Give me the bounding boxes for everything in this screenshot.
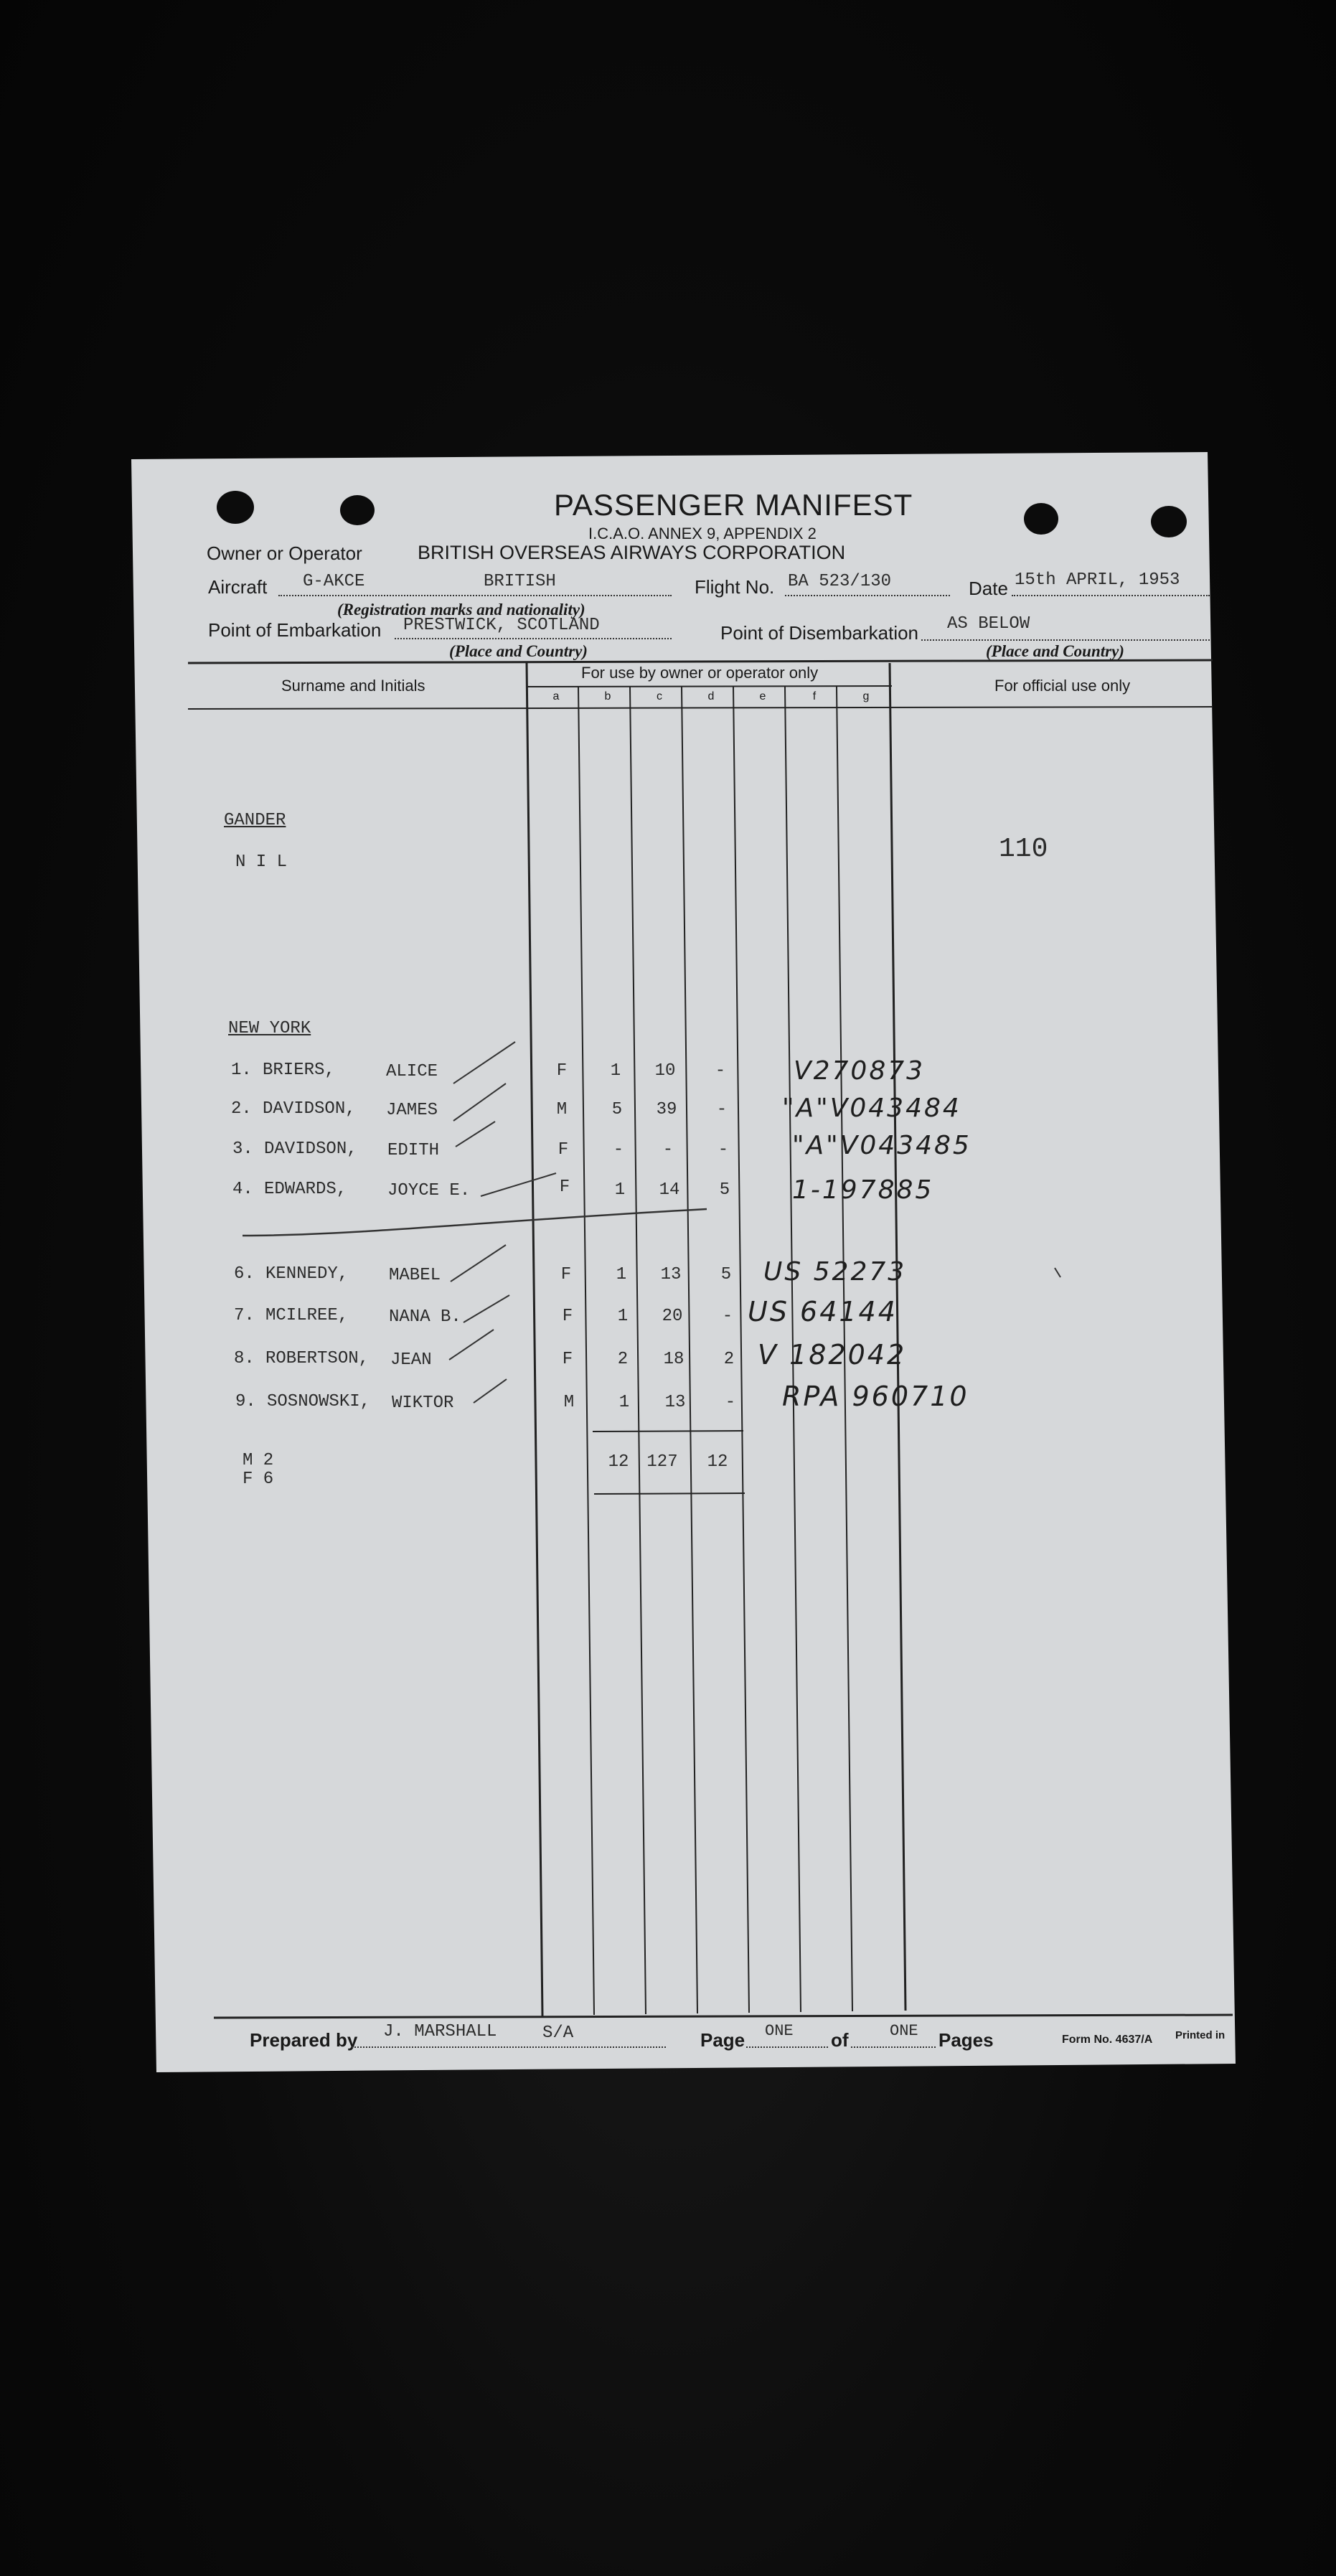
col-a-value: F (562, 1307, 573, 1326)
col-b-value: 1 (614, 1180, 626, 1200)
row-number: 4. (232, 1180, 253, 1199)
prepared-role: S/A (542, 2023, 574, 2043)
passenger-surname: MCILREE, (265, 1306, 349, 1325)
passenger-surname: SOSNOWSKI, (267, 1392, 371, 1411)
flight-dotline (785, 595, 950, 596)
operator-subrule (527, 686, 892, 687)
row-number: 2. (231, 1099, 252, 1119)
punch-hole-icon (340, 495, 375, 525)
embarkation-value: PRESTWICK, SCOTLAND (403, 616, 600, 635)
col-c-value: 18 (663, 1350, 685, 1369)
aircraft-nationality: BRITISH (484, 572, 556, 591)
form-number: Form No. 4637/A (1062, 2034, 1153, 2046)
col-header-a: a (552, 690, 560, 702)
col-header-g: g (862, 690, 870, 702)
col-header-c: c (657, 690, 662, 702)
embarkation-dotline (395, 638, 672, 639)
date-label: Date (969, 578, 1008, 599)
row-number: 7. (234, 1306, 255, 1325)
total-male: M 2 (243, 1451, 274, 1470)
total-col-b: 12 (608, 1452, 629, 1472)
punch-hole-icon (1024, 503, 1058, 535)
passenger-surname: EDWARDS, (264, 1180, 347, 1199)
passport-number: "A"V043485 (792, 1131, 972, 1160)
total-col-d: 12 (707, 1452, 728, 1472)
document-title: PASSENGER MANIFEST (554, 488, 913, 522)
total-col-c: 127 (646, 1452, 678, 1472)
printed-in: Printed in (1175, 2029, 1226, 2041)
flight-value: BA 523/130 (788, 572, 892, 591)
passenger-surname: DAVIDSON, (263, 1099, 356, 1119)
place-note-right: (Place and Country) (986, 642, 1124, 660)
disembarkation-dotline (921, 639, 1210, 641)
passenger-initials: JOYCE E. (387, 1181, 471, 1200)
totals-rule-bottom (594, 1493, 745, 1494)
passport-number: V 182042 (758, 1339, 907, 1371)
passport-number: US 64144 (748, 1296, 898, 1327)
prepared-dotline (352, 2046, 666, 2048)
prepared-label: Prepared by (250, 2029, 358, 2051)
place-note-left: (Place and Country) (449, 642, 588, 660)
col-d-value: - (725, 1393, 736, 1412)
aircraft-label: Aircraft (208, 576, 268, 598)
surname-header: Surname and Initials (281, 677, 425, 695)
col-d-value: 2 (723, 1350, 735, 1369)
row-number: 3. (232, 1139, 253, 1159)
prepared-value: J. MARSHALL (383, 2022, 497, 2041)
aircraft-registration: G-AKCE (303, 572, 365, 591)
of-label: of (831, 2029, 849, 2051)
col-b-value: 1 (618, 1393, 630, 1412)
totals-rule-top (593, 1431, 743, 1432)
passenger-surname: BRIERS, (263, 1061, 335, 1080)
page-value: ONE (765, 2022, 794, 2040)
col-c-value: 13 (664, 1393, 686, 1412)
page-dotline (746, 2046, 828, 2048)
col-a-value: M (556, 1100, 568, 1119)
col-a-value: F (559, 1177, 570, 1197)
col-b-value: 1 (617, 1307, 629, 1326)
passport-number: 1-197885 (792, 1175, 934, 1205)
col-d-value: 5 (719, 1180, 730, 1200)
embarkation-label: Point of Embarkation (208, 619, 382, 641)
passenger-surname: ROBERTSON, (265, 1349, 370, 1368)
date-value: 15th APRIL, 1953 (1015, 570, 1180, 590)
col-header-d: d (707, 690, 715, 702)
col-c-value: 10 (654, 1061, 676, 1081)
col-a-value: F (562, 1350, 573, 1369)
official-number: 110 (999, 834, 1048, 865)
flight-label: Flight No. (695, 576, 775, 598)
page-label: Page (700, 2029, 745, 2051)
passenger-initials: JEAN (390, 1350, 432, 1370)
new-york-label: NEW YORK (228, 1019, 311, 1038)
gander-label: GANDER (224, 811, 286, 830)
passport-number: RPA 960710 (782, 1381, 969, 1412)
col-d-value: - (715, 1061, 726, 1081)
owner-value: BRITISH OVERSEAS AIRWAYS CORPORATION (418, 542, 846, 563)
of-value: ONE (890, 2022, 918, 2040)
col-a-value: F (560, 1265, 572, 1284)
col-c-value: - (662, 1140, 674, 1160)
disembarkation-label: Point of Disembarkation (720, 622, 919, 644)
passenger-surname: KENNEDY, (265, 1264, 349, 1284)
col-b-value: 2 (617, 1350, 629, 1369)
col-d-value: - (722, 1307, 733, 1326)
col-d-value: 5 (720, 1265, 732, 1284)
gander-value: N I L (235, 852, 288, 872)
col-b-value: 5 (611, 1100, 623, 1119)
document-subtitle: I.C.A.O. ANNEX 9, APPENDIX 2 (588, 525, 817, 542)
row-number: 6. (234, 1264, 255, 1284)
passport-number: V270873 (794, 1056, 926, 1086)
passport-number: US 52273 (763, 1257, 907, 1287)
passport-number: "A"V043484 (782, 1094, 961, 1123)
col-header-f: f (812, 690, 817, 702)
col-b-value: 1 (610, 1061, 621, 1081)
row-number: 8. (234, 1349, 255, 1368)
col-b-value: - (613, 1140, 624, 1160)
passenger-initials: EDITH (387, 1141, 440, 1160)
col-c-value: 14 (659, 1180, 680, 1200)
col-a-value: M (563, 1393, 575, 1412)
of-dotline (851, 2046, 936, 2048)
col-c-value: 13 (660, 1265, 682, 1284)
total-female: F 6 (243, 1470, 274, 1489)
col-b-value: 1 (616, 1265, 627, 1284)
col-header-b: b (604, 690, 611, 702)
col-header-e: e (759, 690, 766, 702)
disembarkation-value: AS BELOW (947, 614, 1030, 634)
pages-label: Pages (939, 2029, 994, 2051)
col-a-value: F (556, 1061, 568, 1081)
owner-label: Owner or Operator (207, 542, 362, 564)
col-a-value: F (558, 1140, 569, 1160)
operator-header: For use by owner or operator only (581, 664, 819, 682)
passenger-initials: MABEL (389, 1266, 441, 1285)
col-d-value: - (716, 1100, 728, 1119)
col-c-value: 20 (662, 1307, 683, 1326)
passenger-initials: WIKTOR (392, 1393, 454, 1413)
passenger-initials: JAMES (386, 1101, 438, 1120)
registration-note: (Registration marks and nationality) (337, 601, 585, 619)
row-number: 1. (231, 1061, 252, 1080)
passenger-surname: DAVIDSON, (264, 1139, 357, 1159)
row-number: 9. (235, 1392, 256, 1411)
punch-hole-icon (1151, 506, 1187, 537)
date-dotline (1012, 595, 1210, 596)
col-c-value: 39 (656, 1100, 677, 1119)
official-header: For official use only (994, 677, 1131, 695)
passenger-initials: ALICE (386, 1062, 438, 1081)
aircraft-dotline (278, 595, 672, 596)
col-d-value: - (718, 1140, 729, 1160)
passenger-initials: NANA B. (389, 1307, 461, 1327)
punch-hole-icon (217, 491, 254, 524)
